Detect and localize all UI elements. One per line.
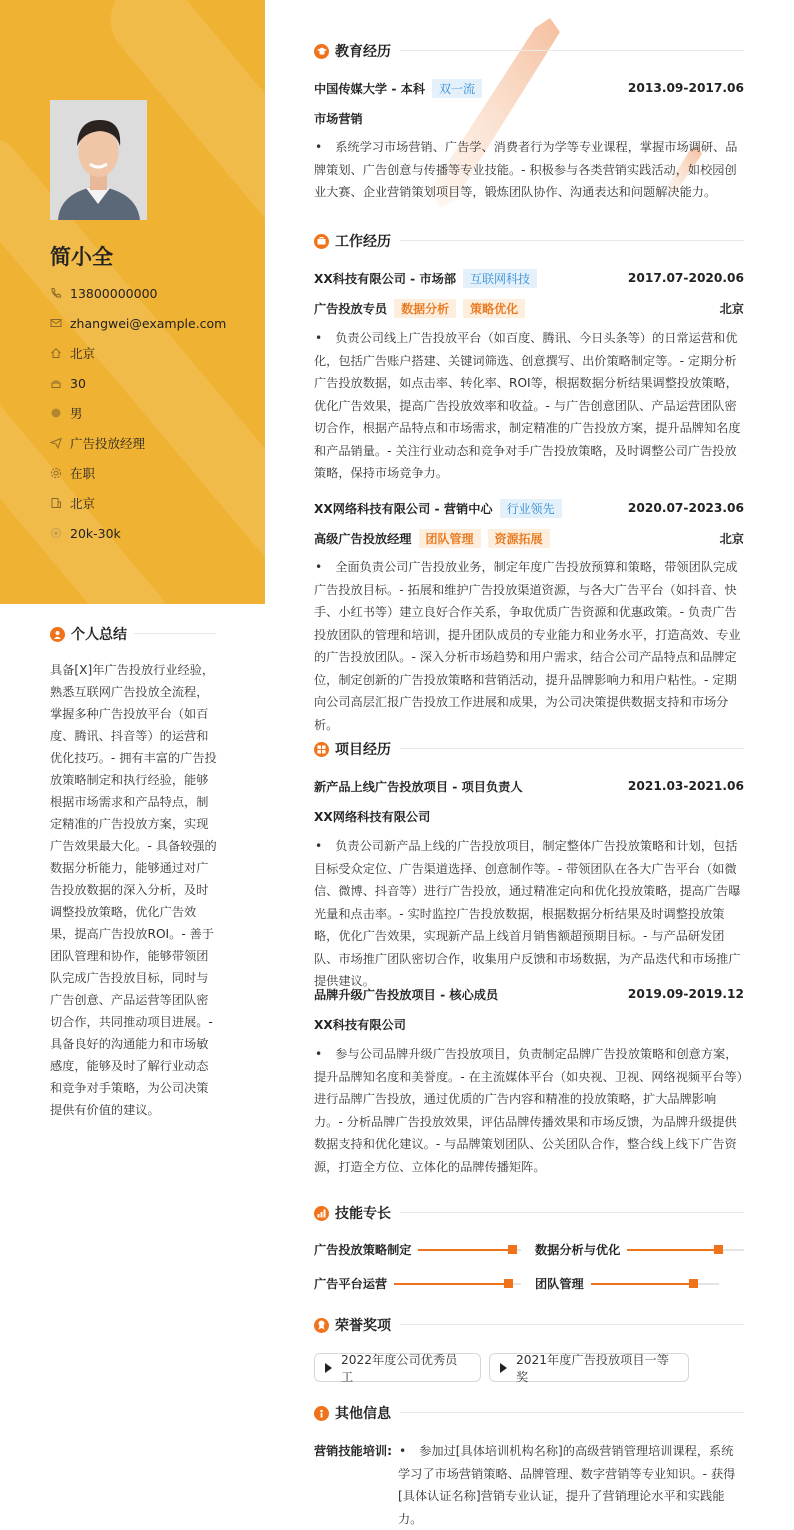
project-1-desc: • 负责公司新产品上线的广告投放项目，制定整体广告投放策略和计划，包括目标受众定位、广告渠道选择、创意制作等。- 带领团队在各大广告平台（如微信、微博、抖音等）进行广告投放，通过精准定向和优化投放策略，提高广告曝光量和点击率。- 实时监控广告投放数据，根据数据分析结果及时调整投放策略，优化广告效果，实现新产品上线首月销售额超预期目标。- 与产品研发团队、市场推广团队密切合作，收集用户反馈和市场数据，为产品迭代和市场推广提供建议。 (314, 835, 744, 993)
school-tag: 双一流 (432, 79, 482, 98)
education-divider (400, 50, 744, 51)
major-row (314, 108, 744, 128)
mail-icon (50, 317, 62, 329)
skill-4-bar (591, 1283, 719, 1285)
skill-2-label: 数据分析与优化 (535, 1243, 621, 1257)
project-1-row (314, 776, 744, 796)
work-2-role: 高级广告投放经理 (314, 531, 412, 546)
work-2-company: XX网络科技有限公司 - 营销中心 (314, 501, 493, 516)
work-2-row (314, 498, 744, 518)
skills-title: 技能专长 (335, 1206, 391, 1222)
graduation-icon (314, 44, 329, 59)
send-icon (50, 437, 62, 449)
work-2-tag: 行业领先 (500, 499, 562, 518)
skill-2-knob (714, 1245, 723, 1254)
education-row (314, 78, 744, 98)
position-text: 广告投放经理 (70, 436, 146, 451)
award-2[interactable] (489, 1353, 689, 1382)
work-2-skill-2: 资源拓展 (488, 529, 550, 548)
project-icon (314, 742, 329, 757)
education-period: 2013.09-2017.06 (627, 81, 744, 95)
skill-3-label: 广告平台运营 (314, 1277, 388, 1291)
projects-heading (314, 739, 391, 759)
skill-4-knob (689, 1279, 698, 1288)
status-icon (50, 467, 62, 479)
skills-heading (314, 1203, 391, 1223)
project-2-row (314, 984, 744, 1004)
awards-title: 荣誉奖项 (335, 1318, 391, 1334)
work-1-row (314, 268, 744, 288)
summary-title: 个人总结 (71, 627, 127, 643)
info-icon (314, 1406, 329, 1421)
info-salary (50, 523, 121, 543)
other-divider (400, 1412, 744, 1413)
status-text: 在职 (70, 466, 96, 481)
skill-4-label: 团队管理 (535, 1277, 584, 1291)
projects-divider (400, 748, 744, 749)
info-phone (50, 283, 157, 303)
other-heading (314, 1403, 391, 1423)
info-email (50, 313, 226, 333)
other-label: 营销技能培训: (314, 1444, 392, 1458)
project-1-company-row (314, 806, 744, 826)
project-1-company: XX网络科技有限公司 (314, 809, 431, 824)
awards-heading (314, 1315, 391, 1335)
briefcase-icon (314, 234, 329, 249)
salary-text: 20k-30k (70, 525, 121, 541)
phone-icon (50, 287, 62, 299)
home-icon (50, 347, 62, 359)
education-title: 教育经历 (335, 44, 391, 60)
work-2-period: 2020.07-2023.06 (627, 501, 744, 515)
info-position (50, 433, 145, 453)
info-age (50, 373, 86, 393)
project-1-name: 新产品上线广告投放项目 - 项目负责人 (314, 779, 523, 794)
work-title: 工作经历 (335, 234, 391, 250)
info-city (50, 493, 95, 513)
work-1-period: 2017.07-2020.06 (627, 271, 744, 285)
work-2-skill-1: 团队管理 (419, 529, 481, 548)
project-2-desc: • 参与公司品牌升级广告投放项目，负责制定品牌广告投放策略和创意方案，提升品牌知名度和美誉度。- 在主流媒体平台（如央视、卫视、网络视频平台等）进行品牌广告投放，通过优质的广告内容和精准的投放策略，扩大品牌影响力。- 分析品牌广告投放效果，评估品牌传播效果和市场反馈，为品牌升级提供数据支持和优化建议。- 与品牌策划团队、公关团队合作，整合线上线下广告资源，打造全方位、立体化的品牌传播矩阵。 (314, 1043, 744, 1178)
other-title: 其他信息 (335, 1406, 391, 1422)
person-icon (50, 627, 65, 642)
sidebar-header (0, 0, 265, 604)
project-2-company: XX科技有限公司 (314, 1017, 406, 1032)
project-2-company-row (314, 1014, 744, 1034)
summary-divider (134, 633, 216, 634)
skills-divider (400, 1212, 744, 1213)
award-icon (314, 1318, 329, 1333)
work-1-role: 广告投放专员 (314, 301, 388, 316)
work-1-desc: • 负责公司线上广告投放平台（如百度、腾讯、今日头条等）的日常运营和优化，包括广告账户搭建、关键词筛选、创意撰写、出价策略制定等。- 定期分析广告投放数据，如点击率、转化率、ROI等，根据数据分析结果调整投放策略，优化广告效果，提高广告投放效率和收益。- 与广告创意团队、产品运营团队密切合作，根据产品特点和市场需求，制定精准的广告投放方案，提升品牌知名度和产品销量。- 关注行业动态和竞争对手广告投放策略，及时调整公司广告投放策略，保持市场竞争力。 (314, 327, 744, 485)
work-1-tag: 互联网科技 (463, 269, 537, 288)
skill-3-bar (394, 1283, 521, 1285)
work-heading (314, 231, 391, 251)
major: 市场营销 (314, 111, 363, 126)
work-1-company: XX科技有限公司 - 市场部 (314, 271, 457, 286)
expand-arrow-icon (500, 1363, 507, 1373)
work-1-skill-2: 策略优化 (463, 299, 525, 318)
avatar (50, 100, 147, 220)
info-location (50, 343, 95, 363)
education-desc: • 系统学习市场营销、广告学、消费者行为学等专业课程，掌握市场调研、品牌策划、广告创意与传播等专业技能。- 积极参与各类营销实践活动，如校园创业大赛、企业营销策划项目等，锻炼团队协作、沟通表达和问题解决能力。 (314, 136, 744, 204)
location-text: 北京 (70, 346, 96, 361)
building-icon (50, 497, 62, 509)
skill-1-bar (418, 1249, 521, 1251)
city-text: 北京 (70, 496, 96, 511)
gender-icon (50, 407, 62, 419)
age-text: 30 (70, 375, 86, 391)
phone-text: 13800000000 (70, 285, 158, 301)
school-name: 中国传媒大学 - 本科 (314, 81, 426, 96)
summary-heading (50, 624, 127, 644)
expand-arrow-icon (325, 1363, 332, 1373)
info-gender (50, 403, 83, 423)
work-1-role-row (314, 298, 744, 318)
summary-text: 具备[X]年广告投放行业经验，熟悉互联网广告投放全流程，掌握多种广告投放平台（如百度、腾讯、抖音等）的运营和优化技巧。- 拥有丰富的广告投放策略制定和执行经验，能够根据市场需求和产品特点，制定精准的广告投放方案，实现广告效果最大化。- 具备较强的数据分析能力，能够通过对广告投放数据的深入分析，及时调整投放策略，优化广告效果，提高广告投放ROI。- 善于团队管理和协作，能够带领团队完成广告投放目标，同时与广告创意、产品运营等团队密切合作，共同推动项目进展。- 具备良好的沟通能力和市场敏感度，能够及时了解行业动态和竞争对手策略，为公司决策提供有价值的建议。 (50, 663, 217, 1117)
project-1-period: 2021.03-2021.06 (627, 779, 744, 793)
skill-3-knob (504, 1279, 513, 1288)
profile-name: 简小全 (50, 245, 113, 269)
work-2-desc: • 全面负责公司广告投放业务，制定年度广告投放预算和策略，带领团队完成广告投放目标。- 拓展和维护广告投放渠道资源，与各大广告平台（如抖音、快手、小红书等）建立良好合作关系，争取优质广告资源和优惠政策。- 负责广告投放团队的管理和培训，提升团队成员的专业能力和业务水平，打造高效、专业的广告投放团队。- 深入分析市场趋势和用户需求，结合公司产品特点和品牌定位，制定创新的广告投放策略和营销活动，提升品牌影响力和用户粘性。- 定期向公司高层汇报广告投放工作进展和成果，为公司决策提供数据支持和市场分析。 (314, 556, 744, 736)
chart-icon (314, 1206, 329, 1221)
award-2-text: 2021年度广告投放项目一等奖 (516, 1352, 669, 1384)
work-1-skill-1: 数据分析 (394, 299, 456, 318)
awards-divider (400, 1324, 744, 1325)
skill-1-label: 广告投放策略制定 (314, 1243, 412, 1257)
education-heading (314, 41, 391, 61)
work-2-city: 北京 (719, 531, 744, 546)
gender-text: 男 (70, 406, 83, 421)
skill-1-fill (418, 1249, 513, 1251)
work-2-role-row (314, 528, 744, 548)
projects-title: 项目经历 (335, 742, 391, 758)
avatar-photo (50, 100, 147, 220)
award-1[interactable] (314, 1353, 481, 1382)
skill-2-bar (627, 1249, 744, 1251)
work-1-city: 北京 (719, 301, 744, 316)
cake-icon (50, 377, 62, 389)
salary-icon (50, 527, 62, 539)
email-text: zhangwei@example.com (70, 315, 227, 331)
project-2-period: 2019.09-2019.12 (627, 987, 744, 1001)
other-text: • 参加过[具体培训机构名称]的高级营销管理培训课程，系统学习了市场营销策略、品牌管理、数字营销等专业知识。- 获得[具体认证名称]营销专业认证，提升了营销理论水平和实践能力。 (398, 1440, 744, 1530)
award-1-text: 2022年度公司优秀员工 (341, 1352, 458, 1384)
skill-4-fill (591, 1283, 693, 1285)
skill-3-fill (394, 1283, 508, 1285)
sidebar (0, 0, 265, 1514)
skill-2-fill (627, 1249, 718, 1251)
project-2-name: 品牌升级广告投放项目 - 核心成员 (314, 987, 499, 1002)
skill-1-knob (508, 1245, 517, 1254)
work-divider (400, 240, 744, 241)
info-status (50, 463, 95, 483)
